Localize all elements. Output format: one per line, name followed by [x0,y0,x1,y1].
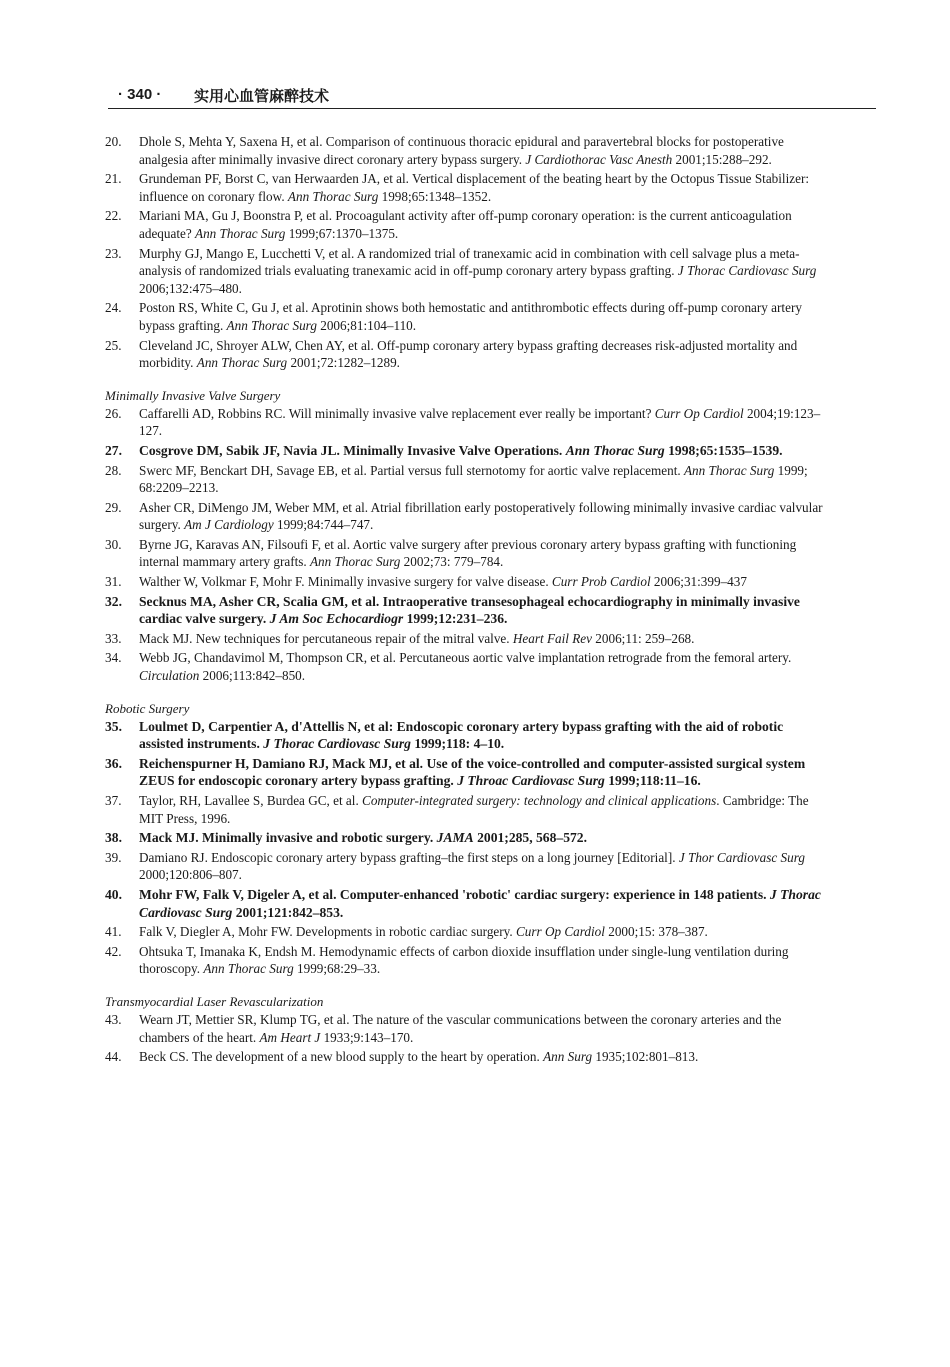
reference-number: 29. [105,499,122,515]
reference-entry [105,849,825,884]
citation-details: 1933;9:143–170. [320,1029,414,1045]
citation-details: 1998;65:1535–1539. [664,442,783,458]
reference-entry [105,943,825,978]
running-title: 实用心血管麻醉技术 [194,88,330,105]
reference-text: Swerc MF, Benckart DH, Savage EB, et al. Partial versus full sternotomy for aortic valve replacement. [139,462,684,478]
reference-number: 33. [105,630,122,646]
reference-text: Mack MJ. New techniques for percutaneous repair of the mitral valve. [139,630,513,646]
journal-name: Curr Op Cardiol [516,924,605,940]
journal-name: J Thorac Cardiovasc Surg [677,263,817,279]
citation-details: 2006;132:475–480. [139,280,242,296]
journal-name: Ann Thorac Surg [310,554,401,570]
citation-details: 1999; 68:2209–2213. [139,462,808,496]
reference-number: 35. [105,718,122,734]
citation-details: 1999;84:744–747. [273,517,374,533]
citation-details: 2002;73: 779–784. [400,554,504,570]
citation-details: 2000;15: 378–387. [604,924,708,940]
journal-name: Ann Thorac Surg [565,442,665,458]
citation-details: 1999;118:11–16. [604,773,701,789]
reference-number: 25. [105,337,122,353]
journal-name: J Thorac Cardiovasc Surg [139,886,821,920]
reference-text: Murphy GJ, Mango E, Lucchetti V, et al. A randomized trial of tranexamic acid in combination with cell salvage plus a meta-analysis of randomized trials evaluating tranexamic acid in off-pump coronary artery bypass grafting. [139,245,800,279]
reference-entry [105,133,825,168]
journal-name: Curr Prob Cardiol [551,574,651,590]
reference-entry [105,792,825,827]
reference-text: Poston RS, White C, Gu J, et al. Aprotinin shows both hemostatic and antithrombotic effects during off-pump coronary artery bypass grafting. [139,300,802,333]
journal-name: Ann Thorac Surg [203,961,294,977]
journal-name: Computer-integrated surgery: technology and clinical applications [362,793,717,808]
journal-name: J Cardiothorac Vasc Anesth [525,151,673,167]
reference-text: Falk V, Diegler A, Mohr FW. Developments in robotic cardiac surgery. [139,924,516,940]
reference-text: Grundeman PF, Borst C, van Herwaarden JA, et al. Vertical displacement of the beating heart by the Octopus Tissue Stabilizer: influence on coronary flow. [139,171,810,204]
journal-name: Ann Thorac Surg [196,355,288,371]
citation-details: 2001;15:288–292. [672,151,772,167]
section-heading: Robotic Surgery [105,700,190,716]
journal-name: Am J Cardiology [184,517,274,533]
reference-entry [105,923,825,941]
journal-name: Curr Op Cardiol [654,405,744,421]
citation-details: 2004;19:123–127. [139,405,821,439]
section-heading: Transmyocardial Laser Revascularization [105,993,324,1009]
journal-name: Ann Thorac Surg [287,188,379,204]
reference-number: 32. [105,593,122,609]
reference-text: Webb JG, Chandavimol M, Thompson CR, et al. Percutaneous aortic valve implantation retrograde from the femoral artery. [139,650,792,666]
reference-text: Secknus MA, Asher CR, Scalia GM, et al. Intraoperative transesophageal echocardiography in minimally invasive cardiac valve surgery. [139,593,800,627]
reference-entry [105,299,825,334]
citation-details: 2006;31:399–437 [650,574,747,590]
citation-details: 1999;68:29–33. [293,961,381,977]
reference-number: 28. [105,462,122,478]
journal-name: Am Heart J [259,1029,321,1045]
citation-details: 2001;72:1282–1289. [287,355,400,371]
page-number: · 340 · [118,86,162,103]
reference-entry [105,442,825,460]
reference-number: 24. [105,300,122,316]
citation-details: 1999;12:231–236. [403,611,508,627]
journal-name: J Thor Cardiovasc Surg [678,849,805,865]
citation-details: 1999;118: 4–10. [410,736,505,752]
reference-text: Mohr FW, Falk V, Digeler A, et al. Computer-enhanced 'robotic' cardiac surgery: experience in 148 patients. [139,886,770,902]
reference-entry [105,1011,825,1046]
reference-entry [105,593,825,628]
reference-text: Caffarelli AD, Robbins RC. Will minimally invasive valve replacement ever really be important? [139,405,655,421]
reference-number: 27. [105,442,122,458]
reference-entry [105,649,825,684]
reference-number: 26. [105,405,122,421]
reference-entry [105,207,825,242]
reference-text: Damiano RJ. Endoscopic coronary artery bypass grafting–the first steps on a long journey [Editorial]. [139,849,679,865]
journal-name: Circulation [139,668,200,684]
reference-entry [105,462,825,497]
journal-name: Heart Fail Rev [512,630,592,646]
reference-text: Byrne JG, Karavas AN, Filsoufi F, et al. Aortic valve surgery after previous coronary artery bypass grafting with functioning internal mammary artery grafts. [139,536,797,570]
reference-entry [105,405,825,440]
journal-name: J Thorac Cardiovasc Surg [263,736,411,752]
reference-number: 42. [105,943,122,959]
reference-text: Reichenspurner H, Damiano RJ, Mack MJ, et al. Use of the voice-controlled and computer-assisted surgical system ZEUS for endoscopic coronary artery bypass grafting. [139,755,806,789]
reference-entry [105,718,825,753]
reference-number: 43. [105,1011,122,1027]
journal-name: Ann Surg [543,1049,593,1065]
reference-number: 22. [105,208,122,224]
reference-entry [105,573,825,591]
reference-entry [105,755,825,790]
citation-details: 2006;81:104–110. [316,317,417,333]
reference-entry [105,829,825,847]
reference-text: Dhole S, Mehta Y, Saxena H, et al. Comparison of continuous thoracic epidural and paravertebral blocks for postoperative analgesia after minimally invasive direct coronary artery bypass surgery. [139,134,784,167]
citation-details: 1999;67:1370–1375. [285,225,399,241]
running-header [108,84,876,109]
reference-entry [105,536,825,571]
reference-number: 39. [105,849,122,865]
citation-details: 2001;285, 568–572. [473,830,587,846]
reference-text: Ohtsuka T, Imanaka K, Endsh M. Hemodynamic effects of carbon dioxide insufflation under single-lung ventilation during thoroscopy. [139,943,789,977]
reference-number: 40. [105,886,122,902]
reference-text: Beck CS. The development of a new blood supply to the heart by operation. [139,1049,544,1065]
reference-text: Cleveland JC, Shroyer ALW, Chen AY, et al. Off-pump coronary artery bypass grafting decreases risk-adjusted mortality and morbidity. [139,337,798,371]
journal-name: Ann Thorac Surg [195,225,286,241]
citation-details: 2006;11: 259–268. [592,630,695,646]
reference-text: Mack MJ. Minimally invasive and robotic surgery. [139,830,437,846]
reference-number: 34. [105,650,122,666]
reference-number: 38. [105,830,122,846]
section-heading: Minimally Invasive Valve Surgery [105,387,281,403]
reference-entry [105,1048,825,1066]
journal-name: J Am Soc Echocardiogr [269,611,404,627]
reference-entry [105,337,825,372]
reference-number: 31. [105,574,122,590]
citation-details: . Cambridge: The MIT Press, 1996. [139,793,809,826]
reference-entry [105,886,825,921]
reference-text: Loulmet D, Carpentier A, d'Attellis N, et al: Endoscopic coronary artery bypass grafting with the aid of robotic assisted instruments. [139,718,784,752]
reference-text: Asher CR, DiMengo JM, Weber MM, et al. Atrial fibrillation early postoperatively following minimally invasive cardiac valvular surgery. [139,499,823,533]
reference-text: Mariani MA, Gu J, Boonstra P, et al. Procoagulant activity after off-pump coronary operation: is the current anticoagulation adequate? [139,208,792,241]
citation-details: 2000;120:806–807. [139,867,242,883]
reference-entry [105,245,825,298]
reference-number: 21. [105,171,122,187]
citation-details: 2006;113:842–850. [199,668,306,684]
reference-entry [105,499,825,534]
reference-list [105,133,825,1068]
reference-number: 41. [105,924,122,940]
reference-number: 36. [105,755,122,771]
journal-name: JAMA [436,830,474,846]
reference-text: Cosgrove DM, Sabik JF, Navia JL. Minimally Invasive Valve Operations. [139,442,566,458]
reference-number: 37. [105,793,122,808]
reference-number: 23. [105,245,122,261]
journal-name: J Throac Cardiovasc Surg [457,773,605,789]
reference-entry [105,170,825,205]
reference-number: 44. [105,1049,122,1065]
reference-entry [105,630,825,648]
reference-number: 20. [105,134,122,149]
journal-name: Ann Thorac Surg [226,317,317,333]
citation-details: 1998;65:1348–1352. [378,188,492,204]
journal-name: Ann Thorac Surg [683,462,775,478]
reference-text: Wearn JT, Mettier SR, Klump TG, et al. The nature of the vascular communications between the coronary arteries and the chambers of the heart. [139,1011,782,1045]
reference-text: Walther W, Volkmar F, Mohr F. Minimally invasive surgery for valve disease. [139,574,552,590]
reference-text: Taylor, RH, Lavallee S, Burdea GC, et al. [139,793,363,808]
reference-number: 30. [105,536,122,552]
citation-details: 1935;102:801–813. [592,1049,699,1065]
citation-details: 2001;121:842–853. [232,904,344,920]
